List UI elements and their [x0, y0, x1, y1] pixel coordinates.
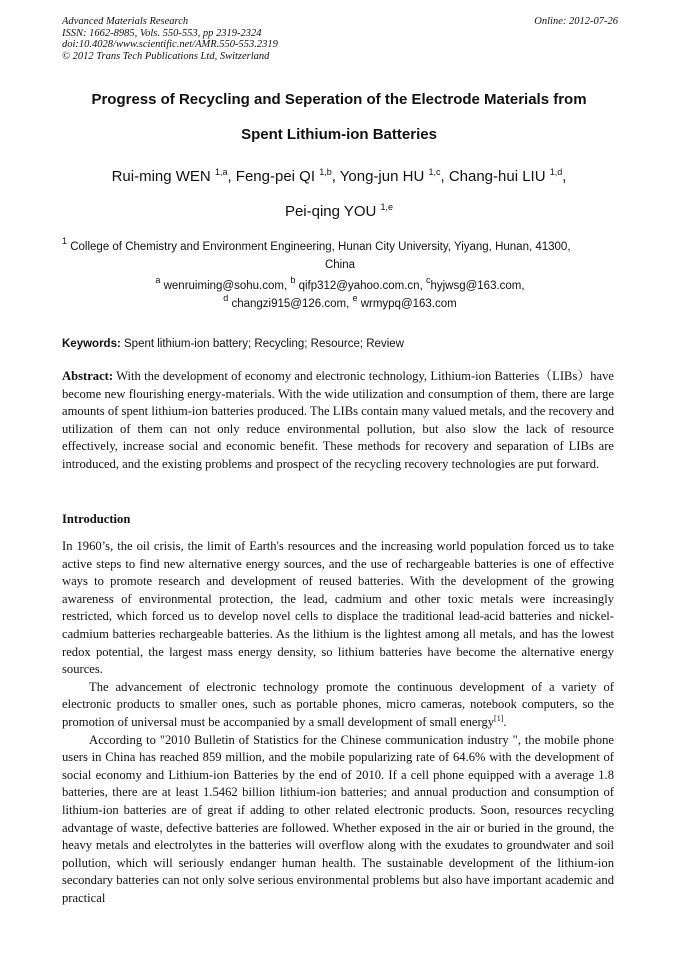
copyright-line: © 2012 Trans Tech Publications Ltd, Switzerland [62, 50, 270, 62]
email-line-2 [62, 293, 618, 310]
author-name: Rui-ming WEN [111, 168, 211, 185]
abstract-text: With the development of economy and electronic technology, Lithium-ion Batteries（LIBs）have become new flourishing energy-materials. With the wide utilization and consumption of them, there are large amounts of spent lithium-ion batteries produced. The LIBs contain many valued metals, and the recovery and utilization of them can not only reduce environmental pollution, but also slow the lack of resource effectively, increase social and economic benefit. These methods for recovery and separation of LIBs are introduced, and the existing problems and prospect of the recycling recovery technologies are put forward. [62, 369, 615, 471]
online-date: Online: 2012-07-26 [534, 16, 618, 27]
author-name: Pei-qing YOU [284, 203, 377, 220]
abstract [62, 368, 614, 474]
email-mark: d [223, 293, 229, 303]
author-affil-mark: 1,c [428, 167, 441, 177]
author-affil-mark: 1,d [549, 167, 563, 177]
email-sep: , [346, 298, 353, 310]
email-address: qifp312@yahoo.com.cn [298, 280, 420, 292]
author-line-1 [40, 168, 638, 185]
author-name: Yong-jun HU [339, 168, 425, 185]
keywords-text: Spent lithium-ion battery; Recycling; Resource; Review [124, 338, 404, 350]
email-line-1 [62, 275, 618, 292]
paper-title-line-1: Progress of Recycling and Seperation of the Electrode Materials from [91, 91, 587, 108]
abstract-label: Abstract: [62, 369, 114, 383]
author-affil-mark: 1,b [319, 167, 332, 177]
journal-header [62, 16, 618, 62]
email-sep: , [283, 280, 291, 292]
issn-line: ISSN: 1662-8985, Vols. 550-553, pp 2319-2324 [62, 27, 262, 39]
introduction-body [62, 538, 614, 907]
email-sep: , [521, 280, 525, 292]
email-address: wenruiming@sohu.com [163, 280, 284, 292]
email-mark: a [155, 275, 161, 285]
intro-paragraph-1: In 1960’s, the oil crisis, the limit of Earth's resources and the increasing world population forced us to take active steps to find new alternative energy sources, and the use of rechargeable batteries is one of effective ways to promote research and development of reused batteries. With the development of the growing awareness of environmental protection, the lead, cadmium and other toxic metals were increasingly restricted, which forced us to develop novel cells to displace the traditional lead-acid batteries and nickel-cadmium batteries rechargeable batteries. As the lithium is the lightest among all metals, and has the lowest redox potential, the largest mass energy density, so lithium batteries have become the alternative energy sources. [62, 539, 614, 677]
email-sep: , [419, 280, 426, 292]
email-mark: e [352, 293, 358, 303]
paper-title-line-2: Spent Lithium-ion Batteries [241, 126, 437, 143]
email-address: wrmypq@163.com [360, 298, 457, 310]
citation-ref[interactable]: [1] [494, 713, 504, 723]
section-heading-introduction: Introduction [62, 512, 131, 526]
email-mark: c [425, 275, 431, 285]
affiliation-country: China [324, 259, 356, 271]
intro-paragraph-2-end: . [503, 714, 507, 729]
author-sep: , [227, 168, 236, 185]
email-address: hyjwsg@163.com [430, 280, 522, 292]
author-line-2 [40, 203, 638, 220]
intro-paragraph-2-text: The advancement of electronic technology promote the continuous development of a variety of electronic products to smaller ones, such as portable phones, micro cameras, notebook computers, so the promotion of universal must be accompanied by a small development of small energy [62, 679, 614, 729]
affiliation [62, 238, 618, 256]
author-sep: , [562, 168, 567, 185]
doi-line: doi:10.4028/www.scientific.net/AMR.550-553.2319 [62, 39, 278, 50]
author-affil-mark: 1,e [380, 202, 394, 212]
author-sep: , [440, 168, 449, 185]
intro-paragraph-2 [62, 679, 614, 732]
keywords [62, 338, 618, 350]
email-address: changzi915@126.com [231, 298, 347, 310]
email-mark: b [290, 275, 296, 285]
intro-paragraph-3: According to "2010 Bulletin of Statistics for the Chinese communication industry ", the mobile phone users in China has reached 859 million, and the mobile popularizing rate of 64.6% with the development of social economy and Lithium-ion Batteries by the end of 2010. If a cell phone equipped with a average 1.8 batteries, there are at least 1.5462 billion lithium-ion batteries; and annual production and consumption of lithium-ion batteries are of great if adding to other related electronic products. Soon, resources recycling advantage of waste, defective batteries are followed. Whether exposed in the air or buried in the ground, the heavy metals and electrolytes in the batteries will overflow along with the exudates to groundwater and soil pollution, which will seriously endanger human health. The sustainable development of the lithium-ion secondary batteries can not only solve serious environmental problems but also have important academic and practical [62, 732, 614, 905]
author-affil-mark: 1,a [214, 167, 228, 177]
affiliation-text: College of Chemistry and Environment Engineering, Hunan City University, Yiyang, Hunan, 41300, [70, 241, 571, 253]
author-sep: , [331, 168, 340, 185]
keywords-label: Keywords: [62, 338, 121, 350]
author-name: Feng-pei QI [235, 168, 316, 185]
journal-name: Advanced Materials Research [62, 16, 189, 27]
author-name: Chang-hui LIU [448, 168, 546, 185]
affiliation-mark: 1 [62, 236, 68, 246]
